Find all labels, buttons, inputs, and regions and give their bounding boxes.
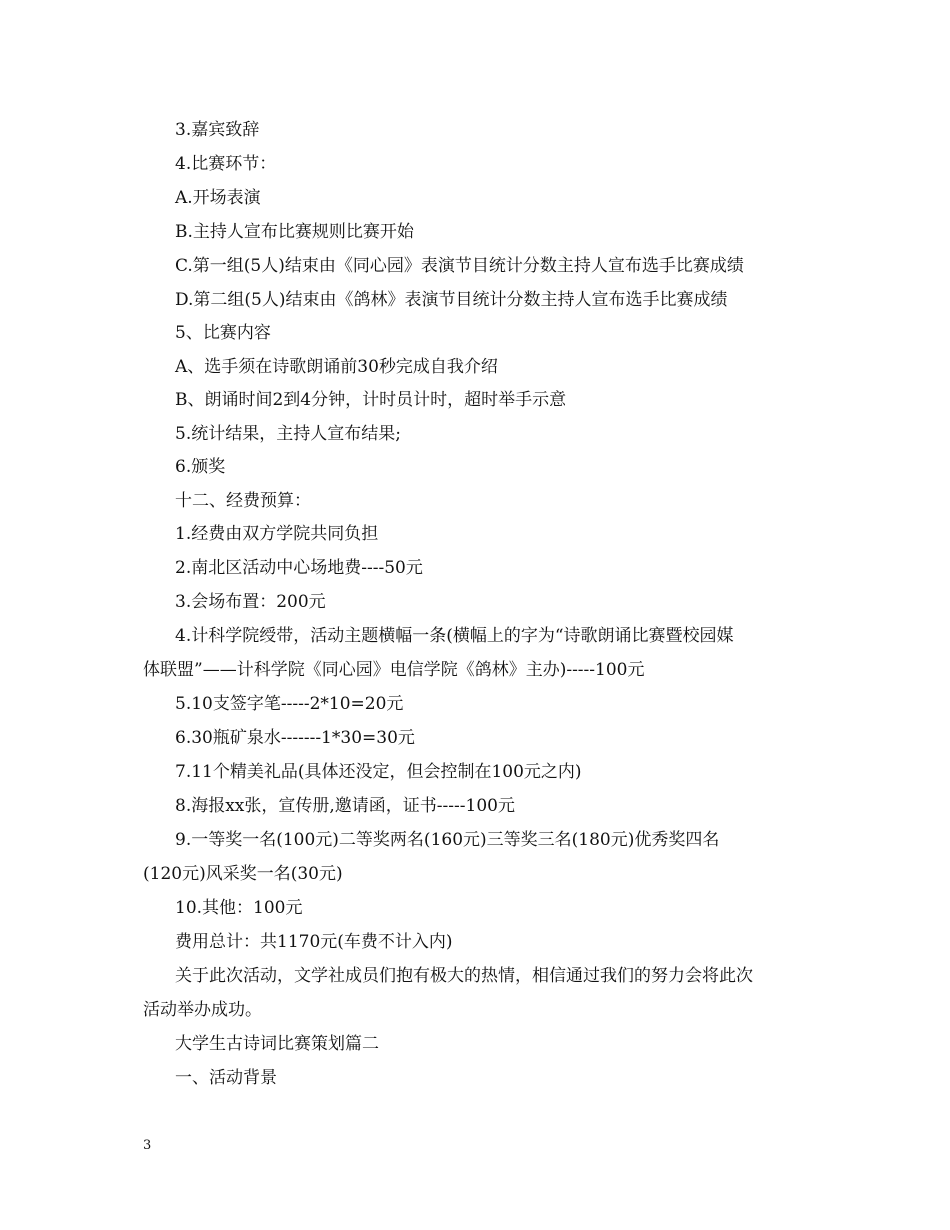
text-line: 8.海报xx张，宣传册,邀请函，证书-----100元 xyxy=(175,796,515,816)
text-line: 2.南北区活动中心场地费----50元 xyxy=(175,558,423,578)
text-line: 3.嘉宾致辞 xyxy=(175,120,260,140)
text-line: 3.会场布置：200元 xyxy=(175,592,326,612)
paragraph-line: 关于此次活动，文学社成员们抱有极大的热情，相信通过我们的努力会将此次 xyxy=(175,966,753,986)
text-line: 费用总计：共1170元(车费不计入内) xyxy=(175,932,453,952)
text-line: 5、比赛内容 xyxy=(175,323,271,343)
text-line: 6.颁奖 xyxy=(175,457,226,477)
text-line: 10.其他：100元 xyxy=(175,898,303,918)
text-line: A.开场表演 xyxy=(175,188,261,208)
text-line: 9.一等奖一名(100元)二等奖两名(160元)三等奖三名(180元)优秀奖四名 xyxy=(175,830,720,850)
text-line: C.第一组(5人)结束由《同心园》表演节目统计分数主持人宣布选手比赛成绩 xyxy=(175,256,744,276)
text-line: 1.经费由双方学院共同负担 xyxy=(175,524,379,544)
section-heading: 十二、经费预算： xyxy=(175,491,311,511)
text-line: B.主持人宣布比赛规则比赛开始 xyxy=(175,222,414,242)
text-line: 5.10支签字笔-----2*10=20元 xyxy=(175,694,404,714)
text-line: 4.计科学院绶带，活动主题横幅一条(横幅上的字为“诗歌朗诵比赛暨校园媒 xyxy=(175,626,734,646)
text-line: 5.统计结果，主持人宣布结果; xyxy=(175,424,401,444)
paragraph-line: 活动举办成功。 xyxy=(143,1000,262,1020)
text-line: 体联盟”——计科学院《同心园》电信学院《鸽林》主办)-----100元 xyxy=(143,660,645,680)
page-number: 3 xyxy=(143,1138,152,1153)
text-line: A、选手须在诗歌朗诵前30秒完成自我介绍 xyxy=(175,357,498,377)
text-line: (120元)风采奖一名(30元) xyxy=(143,864,343,884)
section-heading: 大学生古诗词比赛策划篇二 xyxy=(175,1034,379,1054)
text-line: B、朗诵时间2到4分钟，计时员计时，超时举手示意 xyxy=(175,390,567,410)
text-line: 6.30瓶矿泉水-------1*30=30元 xyxy=(175,728,415,748)
text-line: 4.比赛环节： xyxy=(175,154,277,174)
text-line: D.第二组(5人)结束由《鸽林》表演节目统计分数主持人宣布选手比赛成绩 xyxy=(175,290,728,310)
text-line: 7.11个精美礼品(具体还没定，但会控制在100元之内) xyxy=(175,762,582,782)
section-heading: 一、活动背景 xyxy=(175,1068,277,1088)
